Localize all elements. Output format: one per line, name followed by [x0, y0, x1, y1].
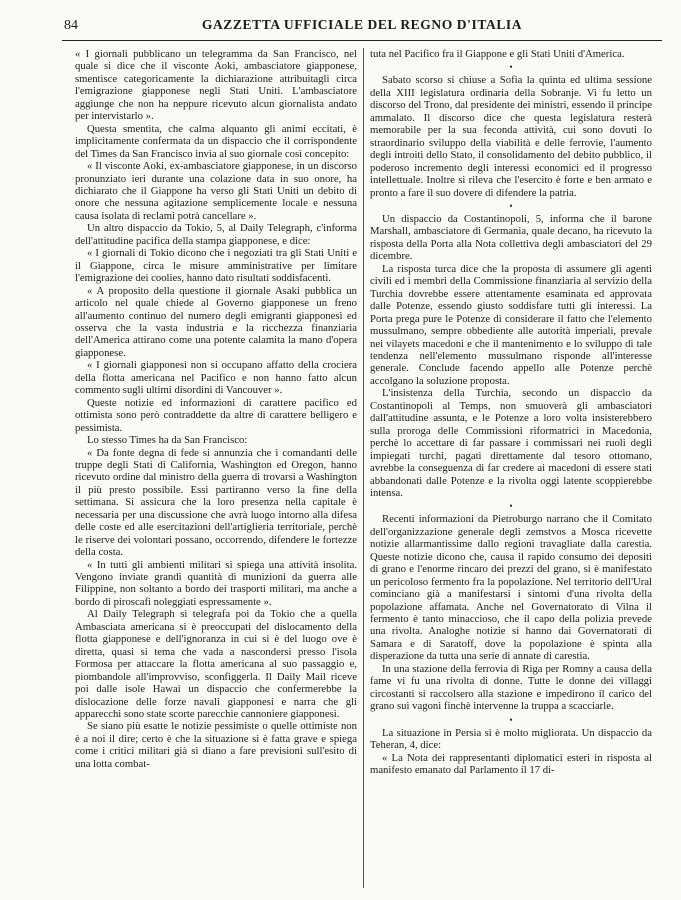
section-separator: •	[509, 62, 513, 73]
article-paragraph: Se siano più esatte le notizie pessimiste o quelle ottimiste non è a noi il dire; certo è che la situazione si è fatta grave e spiega come i critici militari già si diano a fare previsioni sull'esito di una lotta combat-	[75, 720, 357, 770]
article-paragraph: La risposta turca dice che la proposta di assumere gli agenti civili ed i membri della Commissione finanziaria al servizio della Turchia dovrebbe essere attentamente esaminata ed approvata dalle Potenze, essendo giusto soddisfare tutti gli interessi. La Porta prega pure le Potenze di considerare il fatto che l'elemento mussulmano, sempre obbediente alle autorità imperiali, prevale nei vilayets macedoni e che il mantenimento e lo sviluppo di tale tendenza nell'elemento mussulmano risponde all'interesse generale. Conclude facendo appello alle Potenze perchè accolgano la soluzione proposta.	[370, 262, 652, 387]
article-paragraph: « I giornali pubblicano un telegramma da San Francisco, nel quale si dice che il visconte Aoki, ambasciatore giapponese, smentisce categoricamente la dichiarazione attribuitagli circa l'emigrazione giapponese negli Stati Uniti. L'ambasciatore aggiunge che non ha neppure ricevuto alcun giornalista andato per intervistarlo ».	[75, 48, 357, 123]
article-paragraph: La situazione in Persia si è molto migliorata. Un dispaccio da Teheran, 4, dice:	[370, 726, 652, 752]
article-paragraph: L'insistenza della Turchia, secondo un dispaccio da Costantinopoli al Temps, non smuoverà gli ambasciatori dall'attitudine assunta, e le Potenze a loro volta insisterebbero sulla proroga delle Commissioni riformatrici in Macedonia, perchè lo accettare di far passare i commissari nei ruoli degli impiegati turchi, pagati direttamente dal tesoro ottomano, avrebbe la conseguenza di far credere ai macedoni di essere stati abbandonati dalle Potenze e la rivolta oggi latente scoppierebbe intensa.	[370, 387, 652, 499]
article-paragraph: Queste notizie ed informazioni di carattere pacifico ed ottimista sono però contraddette da altre di carattere belligero e pessimista.	[75, 396, 357, 434]
article-paragraph: Un altro dispaccio da Tokio, 5, al Daily Telegraph, c'informa dell'attitudine pacifica della stampa giapponese, e dice:	[75, 222, 357, 247]
column-divider	[363, 48, 364, 888]
left-column	[75, 48, 357, 770]
article-paragraph: Lo stesso Times ha da San Francisco:	[87, 434, 248, 447]
page-number: 84	[64, 18, 78, 33]
header-rule	[62, 40, 662, 41]
article-paragraph: « Da fonte degna di fede si annunzia che i comandanti delle truppe degli Stati di California, Washington ed Oregon, hanno ricevuto ordine dal ministro della guerra di trovarsi a Washington il più presto possibile. Essi partiranno verso la fine della settimana. Si assicura che la loro presenza nella capitale è necessaria per una discussione che avrà luogo intorno alla difesa delle coste ed alle esercitazioni dell'artiglieria territoriale, perchè le riserve dei volontari possano, occorrendo, difendere le fortezze della costa.	[75, 446, 357, 559]
article-paragraph: « Il visconte Aoki, ex-ambasciatore giapponese, in un discorso pronunziato ieri durante una colazione data in suo onore, ha dichiarato che il Giappone ha verso gli Stati Uniti un debito di onore che nessuna agitazione semplicemente locale e nessuna causa isolata di reclami potrà cancellare ».	[75, 160, 357, 222]
article-paragraph: In una stazione della ferrovia di Riga per Romny a causa della fame vi fu una rivolta di donne. Tutte le donne dei villaggi circostanti si raccolsero alla stazione e impedirono il carico del grano sui vagoni finchè intervenne la truppa a scacciarle.	[370, 662, 652, 713]
article-paragraph: « I giornali di Tokio dicono che i negoziati tra gli Stati Uniti e il Giappone, circa le misure amministrative per limitare l'emigrazione dei coolies, hanno dato risultati soddisfacenti.	[75, 247, 357, 285]
article-paragraph: Un dispaccio da Costantinopoli, 5, informa che il barone Marshall, ambasciatore di Germania, quale decano, ha ricevuto la risposta della Porta alla Nota collettiva degli ambasciatori del 29 dicembre.	[370, 212, 652, 263]
article-paragraph: tuta nel Pacifico fra il Giappone e gli Stati Uniti d'America.	[370, 48, 625, 60]
article-paragraph: « I giornali giapponesi non si occupano affatto della crociera della flotta americana nel Pacifico e non hanno fatto alcun commento sugli ultimi disordini di Vancouver ».	[75, 359, 357, 397]
article-paragraph: Al Daily Telegraph si telegrafa poi da Tokio che a quella Ambasciata americana si è preoccupati del dislocamento della flotta giapponese e dell'ignoranza in cui si è del luogo ove è diretta, quasi si tema che vada a nascondersi presso l'isola Formosa per attaccare la flotta americana al suo passaggio e, piombandole all'improvviso, sconfiggerla. Il Daily Mail riceve poi dalle isole Hawai un dispaccio che confermerebbe la dislocazione delle forze navali giapponesi e narra che gli apparecchi sono state scorte parecchie cannoniere giapponesi.	[75, 608, 357, 721]
article-paragraph: Questa smentita, che calma alquanto gli animi eccitati, è implicitamente confermata da un dispaccio che il corrispondente del Times da San Francisco invia al suo giornale così concepito:	[75, 122, 357, 160]
newspaper-title: GAZZETTA UFFICIALE DEL REGNO D'ITALIA	[201, 17, 523, 32]
article-paragraph: « A proposito della questione il giornale Asaki pubblica un articolo nel quale chiede al Governo giapponese un freno all'aumento continuo del numero degli emigranti giapponesi ed osserva che la vasta industria e la ricchezza finanziaria dell'America attirano come una potente calamita la mano d'opera giapponese.	[75, 284, 357, 359]
article-paragraph: Sabato scorso si chiuse a Sofia la quinta ed ultima sessione della XIII legislatura ordinaria della Sobranje. Vi fu letto un discorso del Trono, dal presidente dei ministri, essendo il principe ammalato. Il discorso dice che questa legislatura resterà memorabile per la sua feconda attività, cui sono dovuti lo straordinario sviluppo della viabilità e delle ferrovie, l'aumento degli introiti dello Stato, il consolidamento del debito pubblico, il poderoso incremento degli interessi economici ed il progresso intellettuale. Inoltre si rileva che l'esercito è forte e ben armato e pronto a fare il suo dovere di difendere la patria.	[370, 74, 652, 199]
page-header	[62, 14, 662, 38]
section-separator: •	[509, 714, 513, 725]
section-separator: •	[509, 200, 513, 211]
article-paragraph: Recenti informazioni da Pietroburgo narrano che il Comitato dell'organizzazione generale degli zemstvos a Mosca ricevette notizie allarmantissime dallo regioni travagliate dalla carestia. Queste notizie dicono che, causa il rapido consumo dei depositi di grano e l'enorme rincaro dei prezzi del grano, si è manifestato un pericoloso fermento fra la popolazione. Nel territorio dell'Ural cominciano già a manifestarsi i sintomi d'una rivolta della popolazione affamata. Anche nel Governatorato di Vilna il fermento è tanto minaccioso, che il capo della polizia prevede una rivolta. Analoghe notizie si hanno dai Governatorati di Samara e di Saratoff, dove la popolazione è spinta alla disperazione da tutta una serie di annate di carestia.	[370, 513, 652, 663]
article-paragraph: « La Nota dei rappresentanti diplomatici esteri in risposta al manifesto emanato dal Parlamento il 17 di-	[370, 751, 652, 777]
right-column	[370, 48, 652, 776]
section-separator: •	[509, 501, 513, 512]
article-paragraph: « In tutti gli ambienti militari si spiega una attività insolita. Vengono inviate grandi quantità di munizioni da guerra alle Filippine, non soltanto a bordo dei trasporti militari, ma anche a bordo di piroscafi noleggiati espressamente ».	[75, 558, 357, 608]
